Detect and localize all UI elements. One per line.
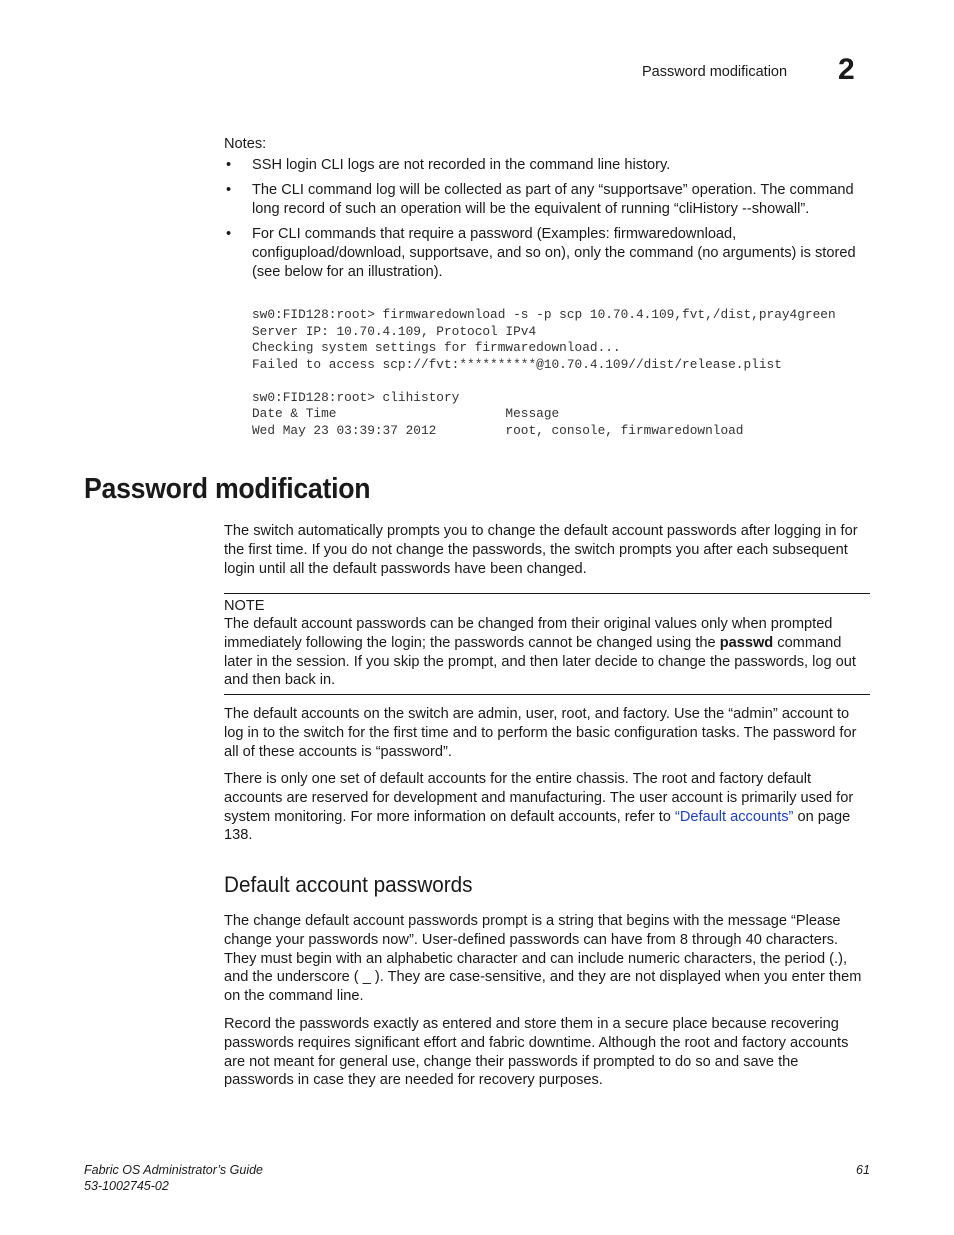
page-number: 61 [856, 1163, 870, 1177]
list-item-text: SSH login CLI logs are not recorded in the command line history. [252, 157, 671, 173]
command-name: passwd [719, 634, 774, 651]
list-item [224, 181, 874, 219]
note-label: NOTE [224, 598, 265, 614]
bullet-icon: • [226, 226, 232, 242]
list-item [224, 156, 874, 175]
chassis-accounts-paragraph: There is only one set of default accounts for the entire chassis. The root and factory default accounts are reserved for development and manufacturing. The user account is primarily used for system monitoring. For more information on default accounts, refer to “Default accounts” on page 138. [224, 771, 854, 844]
prompt-paragraph: The change default account passwords prompt is a string that begins with the message “Please change your passwords now”. User-defined passwords can have from 8 through 40 characters. They must begin with an alphabetic character and can include numeric characters, the period (.), and the underscore ( _ ). They are case-sensitive, and they are not displayed when you enter them on the command line. [224, 913, 862, 1005]
chapter-number: 2 [838, 53, 855, 86]
code-example: sw0:FID128:root> firmwaredownload -s -p scp 10.70.4.109,fvt,/dist,pray4green Server IP: 10.70.4.109, Protocol IPv4 Checking system settings for firmwaredownload... Failed to access scp://fvt:**********@10.70.4.109//dist/release.plist sw0:FID128:root> clihistory Date & Time Message Wed May 23 03:39:37 2012 root, console, firmwaredownload [252, 307, 836, 438]
default-accounts-link[interactable]: “Default accounts” [674, 808, 794, 825]
intro-paragraph: The switch automatically prompts you to change the default account passwords after logging in for the first time. If you do not change the passwords, the switch prompts you after each subsequent login until all the default passwords have been changed. [224, 523, 858, 577]
running-header-title: Password modification [642, 64, 788, 80]
bullet-icon: • [226, 182, 232, 198]
list-item [224, 225, 874, 282]
list-item-text: The CLI command log will be collected as part of any “supportsave” operation. The command long record of such an operation will be the equivalent of running “cliHistory --showall”. [252, 182, 854, 217]
note-box [224, 593, 870, 695]
subsection-heading: Default account passwords [224, 872, 473, 897]
record-passwords-paragraph: Record the passwords exactly as entered and store them in a secure place because recovering passwords requires significant effort and fabric downtime. Although the root and factory accounts are not meant for general use, change their passwords if prompted to do so and save the passwords in case they are needed for recovery purposes. [224, 1016, 849, 1089]
bullet-icon: • [226, 157, 232, 173]
doc-number: 53-1002745-02 [84, 1179, 169, 1193]
footer-left [84, 1162, 263, 1194]
note-text: The default account passwords can be changed from their original values only when prompted immediately following the login; the passwords cannot be changed using the passwd command later in the session. If you skip the prompt, and then later decide to change the passwords, log out and then back in. [224, 616, 856, 689]
notes-list [224, 156, 874, 288]
notes-label: Notes: [224, 136, 267, 152]
section-heading: Password modification [84, 473, 371, 505]
list-item-text: For CLI commands that require a password (Examples: firmwaredownload, configupload/download, supportsave, and so on), only the command (no arguments) is stored (see below for an illustration). [252, 226, 856, 280]
default-accounts-paragraph: The default accounts on the switch are admin, user, root, and factory. Use the “admin” account to log in to the switch for the first time and to perform the basic configuration tasks. The password for all of these accounts is “password”. [224, 706, 857, 760]
guide-title: Fabric OS Administrator’s Guide [84, 1163, 263, 1177]
